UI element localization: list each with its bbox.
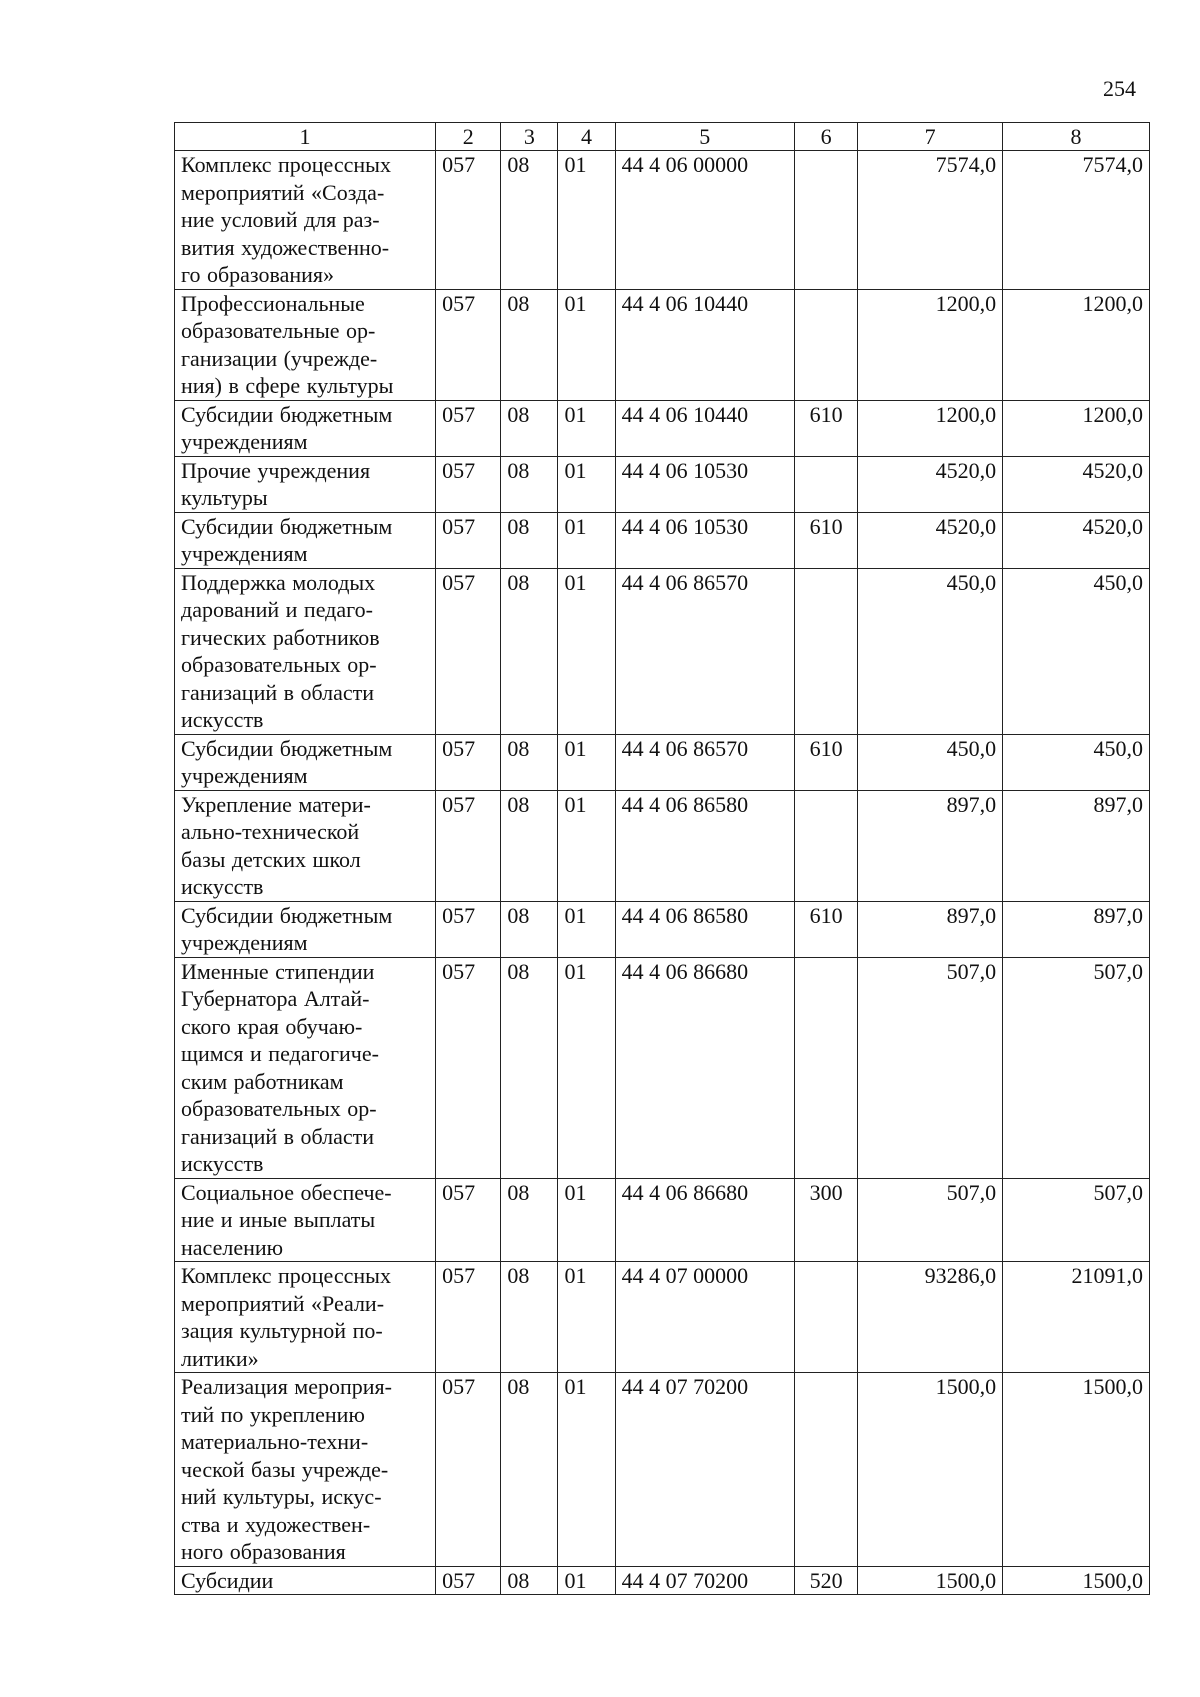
header-cell-2: 2 (436, 123, 501, 151)
cell-amount-col7: 93286,0 (858, 1262, 1003, 1373)
item-name-line: Субсидии бюджетным (181, 513, 393, 539)
item-name-line: учреждениям (181, 763, 308, 788)
cell-amount-col8: 4520,0 (1003, 456, 1150, 512)
cell-admin-code: 057 (436, 1566, 501, 1595)
cell-target-article: 44 4 06 86580 (615, 901, 794, 957)
cell-expense-type: 610 (795, 400, 858, 456)
item-name-line: образовательные ор- (181, 318, 376, 343)
cell-expense-type (795, 456, 858, 512)
item-name-line: ского края обучаю- (181, 1013, 363, 1039)
cell-admin-code: 057 (436, 151, 501, 290)
cell-item-name (175, 512, 436, 568)
header-cell-1: 1 (175, 123, 436, 151)
table-row (175, 1262, 1150, 1373)
cell-amount-col7: 1200,0 (858, 400, 1003, 456)
cell-amount-col7: 4520,0 (858, 512, 1003, 568)
item-name-line: ние и иные выплаты (181, 1207, 376, 1232)
cell-amount-col8: 4520,0 (1003, 512, 1150, 568)
cell-section: 08 (501, 790, 558, 901)
table-row (175, 957, 1150, 1178)
header-cell-5: 5 (615, 123, 794, 151)
cell-amount-col7: 450,0 (858, 568, 1003, 734)
table-row (175, 734, 1150, 790)
table-row (175, 790, 1150, 901)
item-name-line: Губернатора Алтай- (181, 986, 370, 1011)
cell-subsection: 01 (558, 1178, 615, 1262)
item-name-line: тий по укреплению (181, 1401, 365, 1427)
cell-expense-type (795, 1262, 858, 1373)
table-body (175, 151, 1150, 1595)
item-name-line: дарований и педаго- (181, 597, 373, 622)
cell-amount-col8: 450,0 (1003, 568, 1150, 734)
cell-section: 08 (501, 512, 558, 568)
item-name-line: ния) в сфере культуры (181, 373, 394, 398)
cell-amount-col8: 507,0 (1003, 957, 1150, 1178)
item-name-line: го образования» (181, 262, 335, 287)
item-name-line: искусств (181, 874, 264, 899)
cell-section: 08 (501, 151, 558, 290)
item-name-line: Реализация мероприя- (181, 1374, 392, 1399)
cell-target-article: 44 4 06 10440 (615, 289, 794, 400)
cell-admin-code: 057 (436, 512, 501, 568)
cell-amount-col8: 1500,0 (1003, 1566, 1150, 1595)
cell-section: 08 (501, 1373, 558, 1567)
item-name-line: Прочие учреждения (181, 457, 371, 483)
cell-admin-code: 057 (436, 957, 501, 1178)
table-row (175, 568, 1150, 734)
item-name-line: ским работникам (181, 1068, 344, 1094)
cell-amount-col8: 450,0 (1003, 734, 1150, 790)
item-name-line: ально-технической (181, 819, 360, 844)
cell-expense-type (795, 790, 858, 901)
cell-item-name (175, 151, 436, 290)
item-name-line: Именные стипендии (181, 958, 375, 984)
cell-subsection: 01 (558, 957, 615, 1178)
cell-target-article: 44 4 07 70200 (615, 1373, 794, 1567)
cell-target-article: 44 4 06 86680 (615, 957, 794, 1178)
cell-item-name (175, 1262, 436, 1373)
cell-target-article: 44 4 06 00000 (615, 151, 794, 290)
item-name-line: Комплекс процессных (181, 152, 391, 177)
cell-target-article: 44 4 06 10530 (615, 512, 794, 568)
cell-admin-code: 057 (436, 568, 501, 734)
item-name-line: материально-техни- (181, 1429, 369, 1454)
header-cell-4: 4 (558, 123, 615, 151)
cell-item-name (175, 901, 436, 957)
cell-amount-col8: 507,0 (1003, 1178, 1150, 1262)
cell-subsection: 01 (558, 1262, 615, 1373)
cell-target-article: 44 4 06 10440 (615, 400, 794, 456)
table-row (175, 400, 1150, 456)
cell-section: 08 (501, 1178, 558, 1262)
cell-amount-col7: 507,0 (858, 957, 1003, 1178)
cell-target-article: 44 4 06 86680 (615, 1178, 794, 1262)
cell-expense-type (795, 289, 858, 400)
cell-item-name (175, 1566, 436, 1595)
item-name-line: населению (181, 1234, 284, 1260)
budget-table (174, 122, 1150, 1595)
cell-expense-type: 610 (795, 512, 858, 568)
cell-amount-col8: 7574,0 (1003, 151, 1150, 290)
cell-section: 08 (501, 289, 558, 400)
item-name-line: Социальное обеспече- (181, 1179, 392, 1205)
cell-amount-col7: 450,0 (858, 734, 1003, 790)
cell-amount-col8: 1200,0 (1003, 400, 1150, 456)
item-name-line: Укрепление матери- (181, 791, 371, 817)
page-number: 254 (1103, 76, 1136, 101)
cell-subsection: 01 (558, 1566, 615, 1595)
item-name-line: Комплекс процессных (181, 1263, 391, 1288)
item-name-line: мероприятий «Реали- (181, 1290, 385, 1316)
item-name-line: базы детских школ (181, 846, 361, 872)
cell-target-article: 44 4 07 70200 (615, 1566, 794, 1595)
cell-item-name (175, 1373, 436, 1567)
cell-expense-type (795, 568, 858, 734)
cell-item-name (175, 289, 436, 400)
cell-amount-col7: 4520,0 (858, 456, 1003, 512)
cell-amount-col7: 897,0 (858, 790, 1003, 901)
item-name-line: ганизаций в области (181, 679, 375, 705)
item-name-line: искусств (181, 707, 264, 732)
cell-amount-col7: 507,0 (858, 1178, 1003, 1262)
cell-admin-code: 057 (436, 1373, 501, 1567)
item-name-line: гических работников (181, 624, 380, 650)
item-name-line: образовательных ор- (181, 1096, 377, 1121)
cell-section: 08 (501, 1262, 558, 1373)
table-row (175, 512, 1150, 568)
cell-subsection: 01 (558, 790, 615, 901)
item-name-line: щимся и педагогиче- (181, 1041, 379, 1066)
cell-amount-col8: 21091,0 (1003, 1262, 1150, 1373)
cell-expense-type (795, 957, 858, 1178)
item-name-line: Субсидии бюджетным (181, 735, 393, 761)
cell-item-name (175, 957, 436, 1178)
item-name-line: Субсидии (181, 1567, 274, 1593)
cell-admin-code: 057 (436, 901, 501, 957)
cell-section: 08 (501, 568, 558, 734)
cell-item-name (175, 456, 436, 512)
cell-item-name (175, 734, 436, 790)
cell-target-article: 44 4 06 86580 (615, 790, 794, 901)
cell-target-article: 44 4 07 00000 (615, 1262, 794, 1373)
item-name-line: образовательных ор- (181, 652, 377, 677)
cell-section: 08 (501, 734, 558, 790)
cell-amount-col8: 1500,0 (1003, 1373, 1150, 1567)
item-name-line: мероприятий «Созда- (181, 179, 385, 205)
cell-section: 08 (501, 901, 558, 957)
header-cell-3: 3 (501, 123, 558, 151)
cell-item-name (175, 1178, 436, 1262)
cell-admin-code: 057 (436, 289, 501, 400)
item-name-line: ний культуры, искус- (181, 1484, 382, 1509)
item-name-line: литики» (181, 1345, 259, 1371)
cell-subsection: 01 (558, 456, 615, 512)
cell-expense-type: 300 (795, 1178, 858, 1262)
cell-amount-col8: 897,0 (1003, 901, 1150, 957)
cell-admin-code: 057 (436, 790, 501, 901)
item-name-line: ние условий для раз- (181, 207, 380, 232)
header-row (175, 123, 1150, 151)
table-header (175, 123, 1150, 151)
cell-item-name (175, 568, 436, 734)
cell-item-name (175, 400, 436, 456)
item-name-line: культуры (181, 485, 268, 510)
item-name-line: ства и художествен- (181, 1511, 371, 1537)
cell-target-article: 44 4 06 86570 (615, 734, 794, 790)
table-row (175, 289, 1150, 400)
table-row (175, 1373, 1150, 1567)
item-name-line: учреждениям (181, 930, 308, 955)
cell-expense-type (795, 151, 858, 290)
cell-expense-type: 520 (795, 1566, 858, 1595)
cell-target-article: 44 4 06 10530 (615, 456, 794, 512)
cell-target-article: 44 4 06 86570 (615, 568, 794, 734)
cell-amount-col7: 1500,0 (858, 1373, 1003, 1567)
cell-admin-code: 057 (436, 1178, 501, 1262)
cell-subsection: 01 (558, 512, 615, 568)
item-name-line: вития художественно- (181, 234, 390, 260)
cell-expense-type: 610 (795, 901, 858, 957)
item-name-line: учреждениям (181, 429, 308, 454)
cell-subsection: 01 (558, 1373, 615, 1567)
cell-subsection: 01 (558, 734, 615, 790)
cell-section: 08 (501, 1566, 558, 1595)
cell-amount-col7: 7574,0 (858, 151, 1003, 290)
cell-amount-col8: 897,0 (1003, 790, 1150, 901)
item-name-line: Субсидии бюджетным (181, 902, 393, 928)
header-cell-8: 8 (1003, 123, 1150, 151)
cell-amount-col7: 1500,0 (858, 1566, 1003, 1595)
cell-section: 08 (501, 400, 558, 456)
cell-amount-col8: 1200,0 (1003, 289, 1150, 400)
item-name-line: искусств (181, 1151, 264, 1176)
cell-subsection: 01 (558, 151, 615, 290)
cell-subsection: 01 (558, 901, 615, 957)
cell-amount-col7: 1200,0 (858, 289, 1003, 400)
item-name-line: учреждениям (181, 541, 308, 566)
cell-item-name (175, 790, 436, 901)
cell-expense-type (795, 1373, 858, 1567)
cell-section: 08 (501, 957, 558, 1178)
item-name-line: ного образования (181, 1539, 346, 1564)
header-cell-6: 6 (795, 123, 858, 151)
item-name-line: Поддержка молодых (181, 569, 376, 595)
cell-subsection: 01 (558, 289, 615, 400)
item-name-line: ганизаций в области (181, 1123, 375, 1149)
table-row (175, 1566, 1150, 1595)
item-name-line: ческой базы учрежде- (181, 1456, 389, 1482)
table-row (175, 456, 1150, 512)
cell-admin-code: 057 (436, 1262, 501, 1373)
cell-subsection: 01 (558, 568, 615, 734)
table-row (175, 151, 1150, 290)
cell-subsection: 01 (558, 400, 615, 456)
cell-amount-col7: 897,0 (858, 901, 1003, 957)
item-name-line: зация культурной по- (181, 1318, 383, 1343)
cell-expense-type: 610 (795, 734, 858, 790)
item-name-line: Профессиональные (181, 290, 365, 316)
table-row (175, 901, 1150, 957)
table-row (175, 1178, 1150, 1262)
cell-section: 08 (501, 456, 558, 512)
cell-admin-code: 057 (436, 734, 501, 790)
item-name-line: Субсидии бюджетным (181, 401, 393, 427)
header-cell-7: 7 (858, 123, 1003, 151)
item-name-line: ганизации (учрежде- (181, 345, 378, 371)
cell-admin-code: 057 (436, 456, 501, 512)
cell-admin-code: 057 (436, 400, 501, 456)
